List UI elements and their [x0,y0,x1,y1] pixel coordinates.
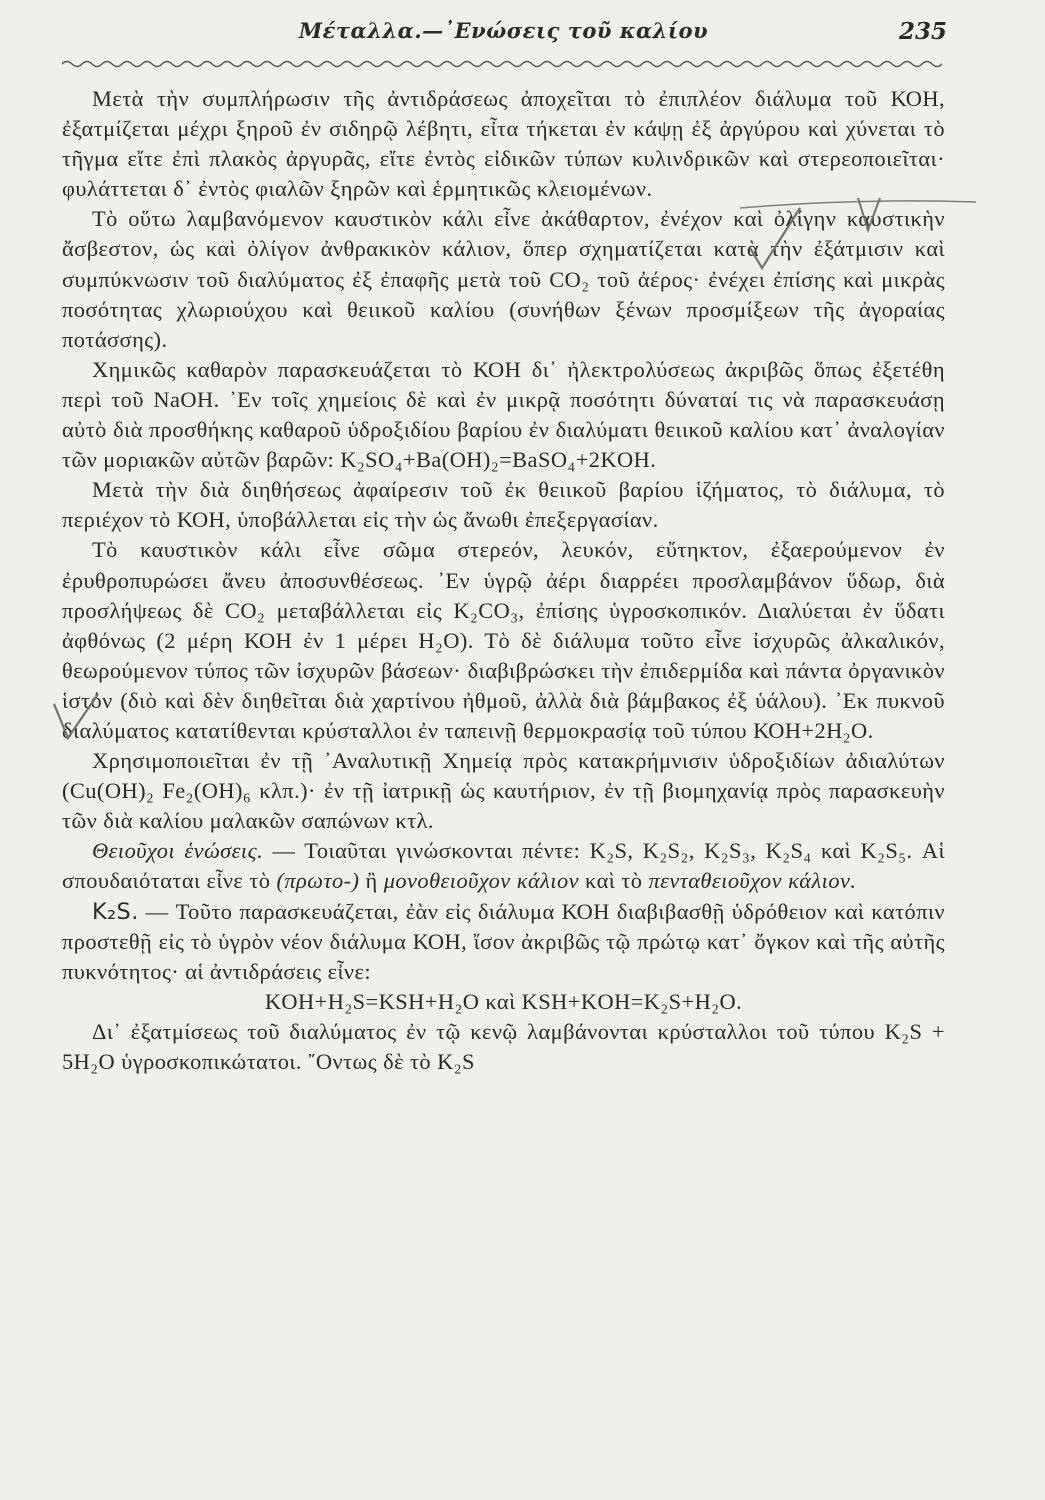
sulfur-text-3: καὶ τὸ [579,868,649,894]
paragraph-3: Χημικῶς καθαρὸν παρασκευάζεται τὸ ΚΟΗ δι᾿ ἠλεκτρολύσεως ἀκριβῶς ὅπως ἐξετέθη περὶ τοῦ NaOH. ᾿Εν τοῖς χημείοις δὲ καὶ ἐν μικρᾷ ποσότητι δύναταί τις νὰ παρασκευάσῃ αὐτὸ διὰ προσθήκης καθαροῦ ὑδροξιδίου βαρίου ἐν διαλύματι θειικοῦ καλίου κατ᾿ ἀναλογίαν τῶν μοριακῶν αὐτῶν βαρῶν: K₂SO₄+Ba(OH)₂=BaSO₄+2KOH. [62,356,945,473]
k2s-paragraph [62,897,945,987]
paragraph-4: Μετὰ τὴν διὰ διηθήσεως ἀφαίρεσιν τοῦ ἐκ θειικοῦ βαρίου ἱζήματος, τὸ διάλυμα, τὸ περιέχον τὸ ΚΟΗ, ὑποβάλλεται εἰς τὴν ὡς ἄνωθι ἐπεξεργασίαν. [62,477,945,533]
sulfur-text-2: ἢ [359,868,384,894]
sulfur-compounds-paragraph [62,836,945,896]
section-heading-k2s: K₂S. [92,898,139,925]
sulfur-italic-1: (πρωτο-) [276,868,360,894]
closing-paragraph: Δι᾿ ἐξατμίσεως τοῦ διαλύματος ἐν τῷ κενῷ λαμβάνονται κρύσταλλοι τοῦ τύπου K₂S + 5H₂O ὑγροσκοπικώτατοι. ῎Οντως δὲ τὸ K₂S [62,1018,945,1074]
k2s-text: — Τοῦτο παρασκευάζεται, ἐὰν εἰς διάλυμα ΚΟΗ διαβιβασθῇ ὑδρόθειον καὶ κατόπιν προστεθῇ εἰς τὸ ὑγρὸν νέον διάλυμα ΚΟΗ, ἴσον ἀκριβῶς τῷ πρώτῳ κατ᾿ ὄγκον καὶ τῆς αὐτῆς πυκνότητος· αἱ ἀντιδράσεις εἶνε: [62,898,945,984]
paragraph-1: Μετὰ τὴν συμπλήρωσιν τῆς ἀντιδράσεως ἀποχεῖται τὸ ἐπιπλέον διάλυμα τοῦ ΚΟΗ, ἐξατμίζεται μέχρι ξηροῦ ἐν σιδηρῷ λέβητι, εἶτα τήκεται ἐν κάψῃ ἐξ ἀργύρου καὶ χύνεται τὸ τῆγμα εἴτε ἐπὶ πλακὸς ἀργυρᾶς, εἴτε ἐντὸς εἰδικῶν τύπων κυλινδρικῶν καὶ στερεοποιεῖται· φυλάττεται δ᾿ ἐντὸς φιαλῶν ξηρῶν καὶ ἑρμητικῶς κλειομένων. [62,86,945,202]
paragraph-6: Χρησιμοποιεῖται ἐν τῇ ᾿Αναλυτικῇ Χημείᾳ πρὸς κατακρήμνισιν ὑδροξιδίων ἀδιαλύτων (Cu(OH)₂ Fe₂(OH)₆ κλπ.)· ἐν τῇ ἰατρικῇ ὡς καυτήριον, ἐν τῇ βιομηχανίᾳ πρὸς παρασκευὴν τῶν διὰ καλίου μαλακῶν σαπώνων κτλ. [62,748,945,834]
header-rule-ornament [62,56,942,70]
sulfur-text: — Τοιαῦται γινώσκονται πέντε: K₂S, K₂S₂, K₂S₃, K₂S₄ καὶ K₂S₅. Αἱ σπουδαιόταται εἶνε τὸ [62,838,945,894]
body-text [62,84,945,1077]
running-head [62,18,945,52]
k2s-equation: KOH+H₂S=KSH+H₂O καὶ KSH+KOH=K₂S+H₂O. [264,988,743,1014]
sulfur-italic-2: μονοθειοῦχον κάλιον [383,868,579,894]
section-heading-sulfur: Θειοῦχοι ἑνώσεις. [92,838,264,864]
page-number: 235 [898,18,947,45]
running-title: Μέταλλα.—᾿Ενώσεις τοῦ καλίου [298,18,709,43]
sulfur-italic-3: πενταθειοῦχον κάλιον. [648,868,857,894]
paragraph-2: Τὸ οὕτω λαμβανόμενον καυστικὸν κάλι εἶνε ἀκάθαρτον, ἐνέχον καὶ ὀλίγην καυστικὴν ἄσβεστον, ὡς καὶ ὀλίγον ἀνθρακικὸν κάλιον, ὅπερ σχηματίζεται κατὰ τὴν ἐξάτμισιν καὶ συμπύκνωσιν τοῦ διαλύματος ἐξ ἐπαφῆς μετὰ τοῦ CO₂ τοῦ ἀέρος· ἐνέχει ἐπίσης καὶ μικρὰς ποσότητας χλωριούχου καὶ θειικοῦ καλίου (συνήθων ξένων προσμίξεων τῆς ἀγοραίας ποτάσσης). [62,206,945,352]
paragraph-5: Τὸ καυστικὸν κάλι εἶνε σῶμα στερεόν, λευκόν, εὔτηκτον, ἐξαερούμενον ἐν ἐρυθροπυρώσει ἄνευ ἀποσυνθέσεως. ᾿Εν ὑγρῷ ἀέρι διαρρέει προσλαμβάνον ὕδωρ, διὰ προσλήψεως δὲ CO₂ μεταβάλλεται εἰς K₂CO₃, ἐπίσης ὑγροσκοπικόν. Διαλύεται ἐν ὕδατι ἀφθόνως (2 μέρη ΚΟΗ ἐν 1 μέρει H₂O). Τὸ δὲ διάλυμα τοῦτο εἶνε ἰσχυρῶς ἀλκαλικόν, θεωρούμενον τύπος τῶν ἰσχυρῶν βάσεων· διαβιβρώσκει τὴν ἐπιδερμίδα καὶ πάντα ὀργανικὸν ἱστόν (διὸ καὶ δὲν διηθεῖται διὰ χαρτίνου ἠθμοῦ, ἀλλὰ διὰ βάμβακος ἐξ ὑάλου). ᾿Εκ πυκνοῦ διαλύματος κατατίθενται κρύσταλλοι ἐν ταπεινῇ θερμοκρασίᾳ τοῦ τύπου ΚΟΗ+2H₂O. [62,537,945,743]
